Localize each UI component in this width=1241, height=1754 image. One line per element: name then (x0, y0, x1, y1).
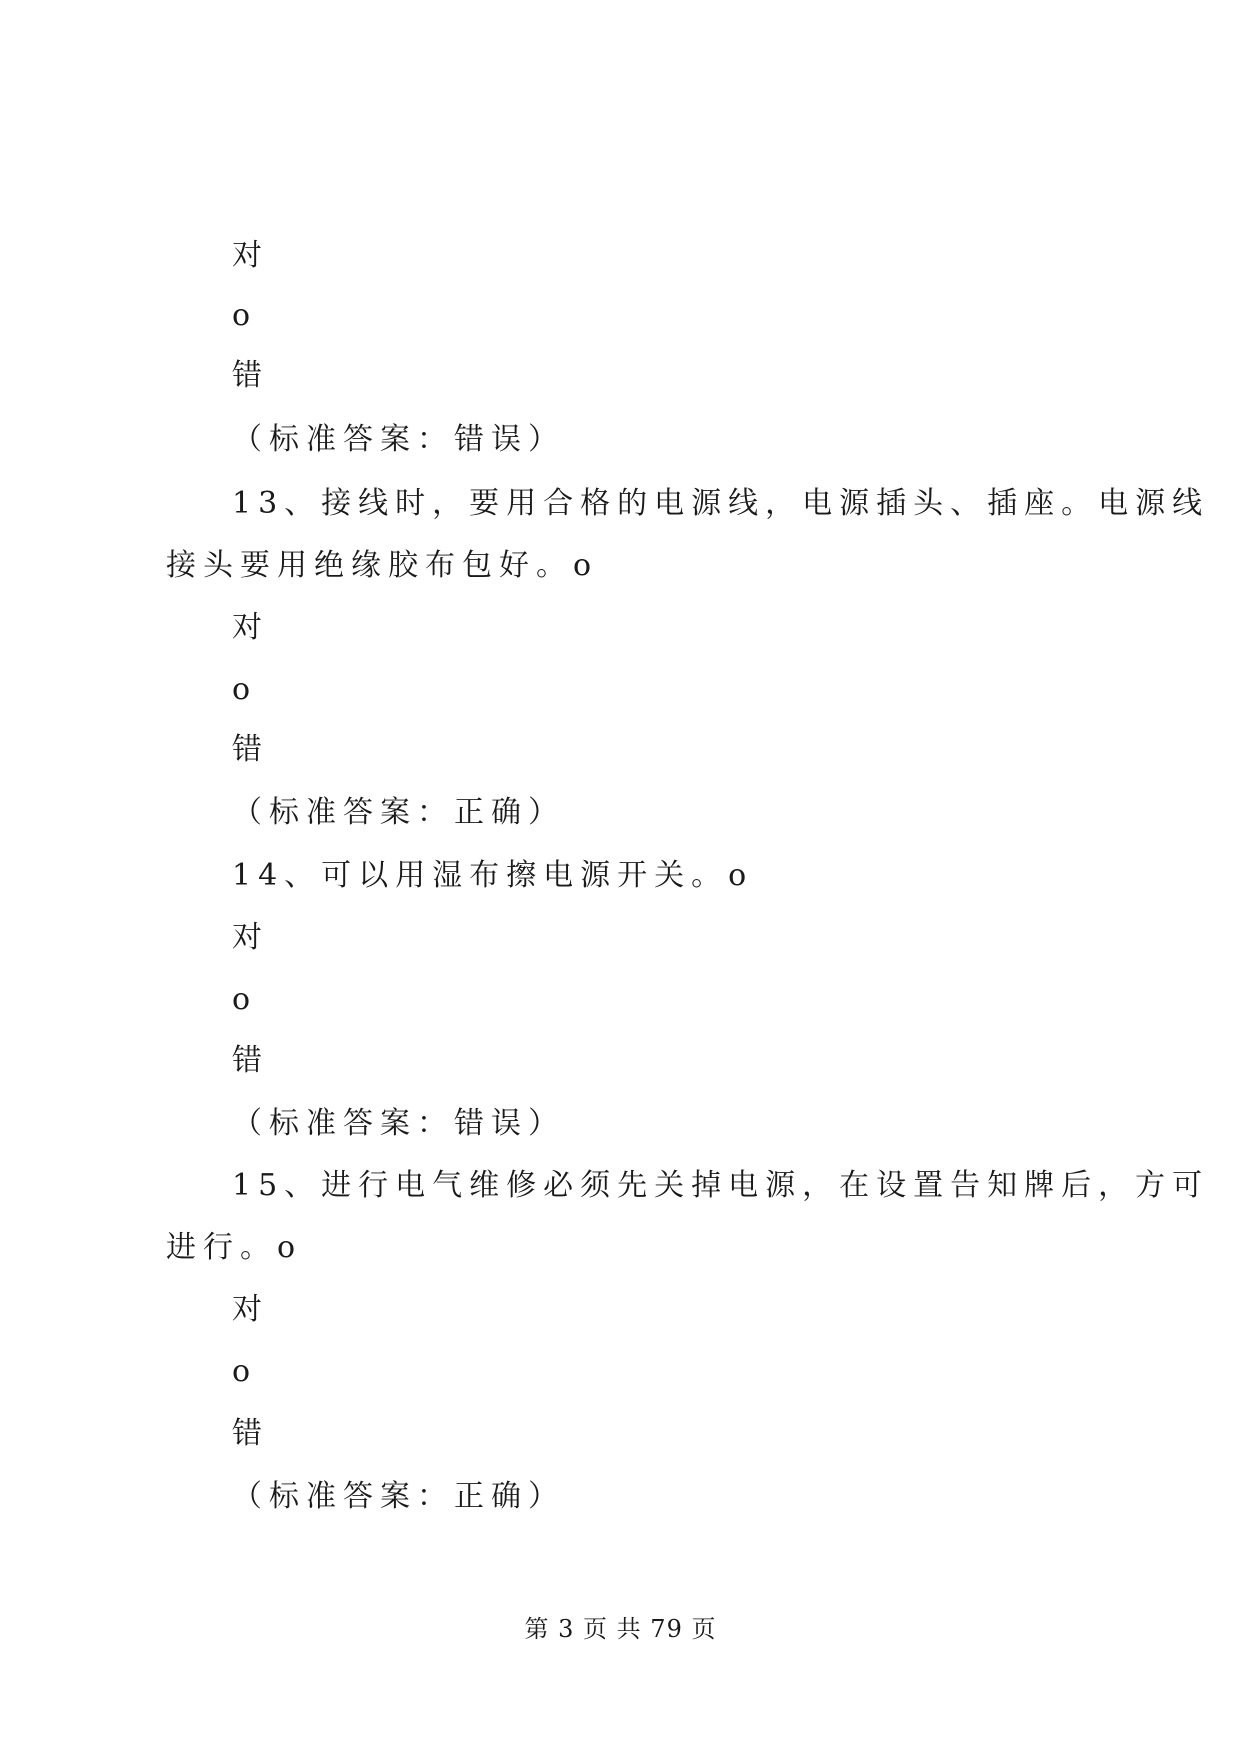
standard-answer: （标准答案：错误） (232, 1106, 565, 1141)
option-true: 对 (232, 920, 269, 955)
question-13: 13、接线时，要用合格的电源线，电源插头、插座。电源线 (232, 486, 1210, 521)
option-false: 错 (232, 732, 269, 767)
page-number-footer: 第 3 页 共 79 页 (524, 1615, 717, 1643)
option-true: 对 (232, 238, 269, 273)
option-marker: o (232, 982, 258, 1017)
standard-answer: （标准答案：错误） (232, 422, 565, 457)
option-true: 对 (232, 610, 269, 645)
question-13-continued: 接头要用绝缘胶布包好。o (166, 548, 599, 583)
question-14: 14、可以用湿布擦电源开关。o (232, 858, 754, 893)
option-false: 错 (232, 358, 269, 393)
option-false: 错 (232, 1043, 269, 1078)
question-15-continued: 进行。o (166, 1230, 303, 1265)
option-marker: o (232, 298, 258, 333)
option-true: 对 (232, 1292, 269, 1327)
option-marker: o (232, 1354, 258, 1389)
question-15: 15、进行电气维修必须先关掉电源，在设置告知牌后，方可 (232, 1168, 1210, 1203)
option-false: 错 (232, 1416, 269, 1451)
standard-answer: （标准答案：正确） (232, 795, 565, 830)
option-marker: o (232, 672, 258, 707)
standard-answer: （标准答案：正确） (232, 1479, 565, 1514)
